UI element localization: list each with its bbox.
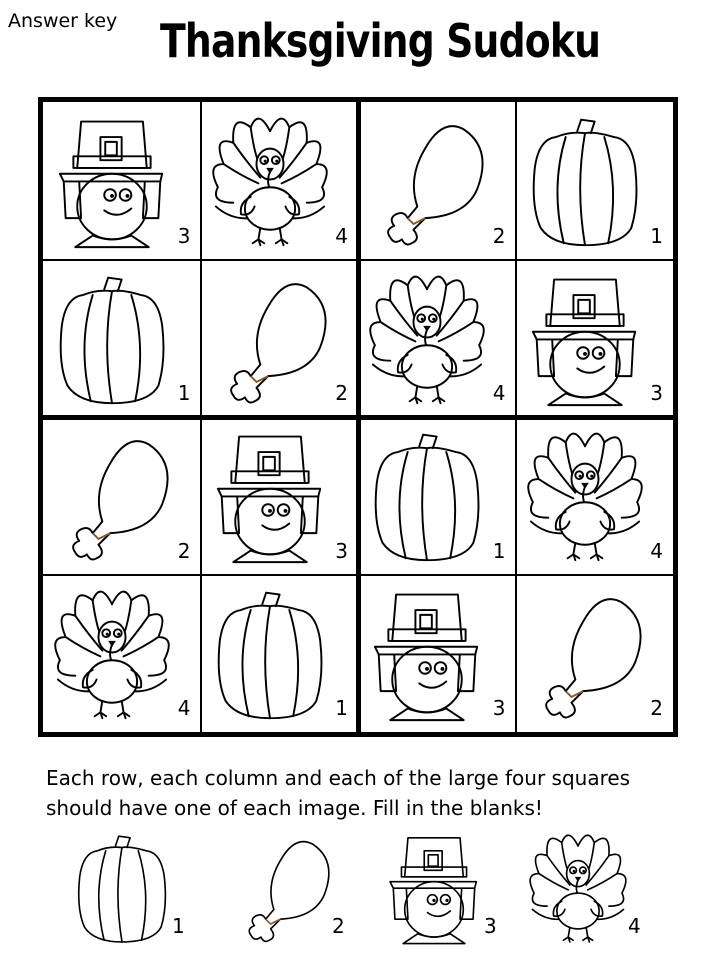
pilgrim-icon [526,268,644,408]
box-divider-horizontal [43,415,673,420]
turkey-icon [368,268,486,408]
drumstick-icon [526,583,644,723]
grid-line-vertical [515,102,517,732]
pumpkin-icon [72,828,172,946]
cell-number: 1 [177,381,191,405]
sudoku-cell[interactable] [201,102,359,260]
turkey-icon [53,583,171,723]
instructions-line-1: Each row, each column and each of the large four squares [46,766,631,790]
turkey-icon [211,110,329,250]
sudoku-cell[interactable] [358,417,516,575]
pilgrim-icon [368,583,486,723]
sudoku-cell[interactable] [516,417,674,575]
cell-number: 1 [650,223,663,248]
cell-number: 2 [650,696,663,720]
legend-item [232,828,372,948]
cell-number: 1 [492,538,506,563]
page-title: Thanksgiving Sudoku [160,14,601,68]
legend-number: 1 [172,914,185,938]
legend-number: 4 [628,914,641,938]
legend-number: 3 [484,914,497,938]
cell-number: 3 [650,381,663,405]
sudoku-cell[interactable] [201,417,359,575]
pumpkin-icon [368,425,486,565]
cell-number: 3 [335,538,348,563]
cell-number: 1 [335,696,348,720]
cell-number: 2 [177,538,191,563]
grid-line-horizontal [43,574,673,576]
cell-number: 4 [492,381,506,405]
pilgrim-icon [211,425,329,565]
legend-item [72,828,212,948]
cell-number: 2 [492,223,506,248]
cell-number: 2 [335,381,348,405]
sudoku-cell[interactable] [516,102,674,260]
sudoku-cell[interactable] [201,260,359,418]
pumpkin-icon [211,583,329,723]
turkey-icon [526,425,644,565]
sudoku-cell[interactable] [43,417,201,575]
legend-item [384,828,524,948]
sudoku-cell[interactable] [516,575,674,733]
cell-number: 3 [177,223,191,248]
sudoku-cell[interactable] [358,102,516,260]
instructions-line-2: should have one of each image. Fill in the blanks! [46,796,543,820]
sudoku-cell[interactable] [43,260,201,418]
answer-key-label: Answer key [8,10,118,32]
sudoku-board [38,97,678,737]
cell-number: 3 [492,696,506,720]
drumstick-icon [368,110,486,250]
drumstick-icon [232,828,332,946]
legend-number: 2 [332,914,345,938]
sudoku-cell[interactable] [43,575,201,733]
sudoku-cell[interactable] [201,575,359,733]
pumpkin-icon [53,268,171,408]
pilgrim-icon [53,110,171,250]
sudoku-cell[interactable] [516,260,674,418]
pilgrim-icon [384,828,484,946]
sudoku-cell[interactable] [358,260,516,418]
cell-number: 4 [650,538,663,563]
sudoku-cell[interactable] [43,102,201,260]
cell-number: 4 [177,696,191,720]
cell-number: 4 [335,223,348,248]
drumstick-icon [53,425,171,565]
pumpkin-icon [526,110,644,250]
drumstick-icon [211,268,329,408]
sudoku-cell[interactable] [358,575,516,733]
legend-item [528,828,668,948]
instructions [46,763,706,823]
turkey-icon [528,828,628,946]
